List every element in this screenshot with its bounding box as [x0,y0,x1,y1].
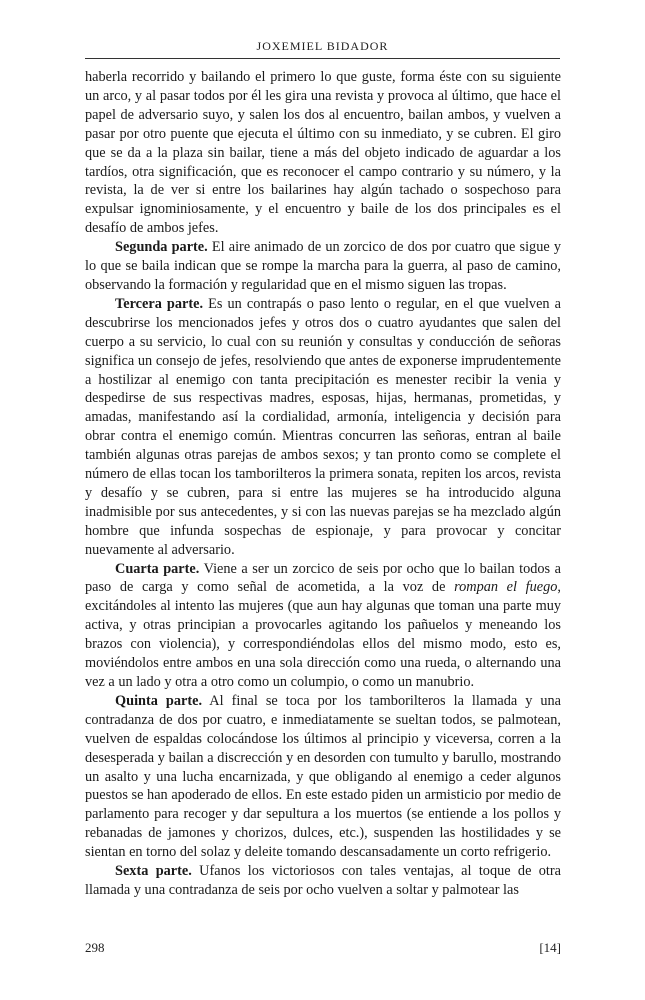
paragraph-6-text: Ufanos los victoriosos con tales ventajas, al toque de otra llamada y una contradanza de seis por ocho vuelven a soltar y palmotear las [85,863,561,898]
paragraph-4-text-before: Viene a ser un zorcico de seis por ocho que lo bailan todos a paso de carga y como señal de acometida, a la voz de [85,560,561,596]
paragraph-segunda-parte [85,238,561,295]
paragraph-4-text-after: , excitándoles al intento las mujeres (que aun hay algunas que toman una parte muy activa, y otras principian a provocarles agitando los pañuelos y meneando los brazos con violencia), y correspondiéndolas ellos del mismo modo, esto es, moviéndolos entre ambos en una sola dirección como una rueda, o alternando una vez a un lado y otra a otro como un columpio, o como un manubrio. [85,579,561,690]
paragraph-4-italic-phrase: rompan el fuego [454,579,558,596]
running-header: JOXEMIEL BIDADOR [256,39,389,53]
paragraph-1-text: haberla recorrido y bailando el primero lo que guste, forma éste con su siguiente un arco, y al pasar todos por él les gira una revista y provoca al último, que hace el papel de adversario suyo, y salen los dos al encuentro, bailan ambos, y vuelven a pasar por otro puente que ejecuta el último con su inmediato, y se cubren. El giro que se da a la plaza sin bailar, tiene a más del objeto indicado de aguardar a los tardíos, otra significación, que es reconocer el campo contrario y su número, y la revista, la de ver si entre los bailarines hay algún tachado o sospechoso para expulsar ignominiosamente, y el encuentro y baile de los dos principales es el desafío de ambos jefes. [85,69,561,237]
header-rule [85,58,560,59]
paragraph-1 [85,68,561,238]
section-heading-quinta: Quinta parte. [115,692,203,709]
paragraph-sexta-parte [85,862,561,900]
section-heading-tercera: Tercera parte. [115,295,204,312]
paragraph-3-text: Es un contrapás o paso lento o regular, en el que vuelven a descubrirse los mencionados jefes y otros dos o cuatro ayudantes que salen del cuerpo a su servicio, lo cual con su reunión y consultas y conducción de señoras significa un consejo de jefes, resolviendo que antes de exponerse imprudentemente a hostilizar al enemigo con tanta precipitación es menester recibir la venia y despedirse de sus respectivas madres, esposas, hijas, hermanas, prometidas, y amadas, manifestando así la cordialidad, armonía, inteligencia y decisión para obrar contra el enemigo común. Mientras concurren las señoras, entran al baile también algunas otras parejas de ambos sexos; y tan pronto como se complete el número de ellas tocan los tamborilteros la primera sonata, repiten los arcos, revista y desafío y se cubren, para si entre las mujeres se ha introducido alguna inadmisible por sus antecedentes, y si con las nuevas parejas se ha mezclado algún hombre que infunda sospechas de espionaje, y para provocar y concitar nuevamente al adversario. [85,295,561,558]
paragraph-quinta-parte [85,692,561,862]
body-text [85,68,561,900]
page-label: [14] [539,940,561,955]
section-heading-sexta: Sexta parte. [115,863,192,880]
page-number: 298 [85,940,105,955]
paragraph-5-text: Al final se toca por los tamborilteros la llamada y una contradanza de dos por cuatro, e inmediatamente se sueltan todos, se palmotean, vuelven de espaldas colocándose los últimos al principio y viceversa, corren a la desesperada y bailan a discrección y en desorden con tumulto y barullo, mostrando un asalto y una lucha encarnizada, y que obligando al enemigo a ceder algunos puestos se han apoderado de ellos. En este estado piden un armisticio por medio de parlamento para recoger y dar sepultura a los muertos (se entiende a los pollos y rebanadas de jamones y chorizos, dulces, etc.), suspenden las hostilidades y se sientan en torno del solaz y deleite tomando descansadamente un corto refrigerio. [85,692,562,861]
paragraph-2-text: El aire animado de un zorcico de dos por cuatro que sigue y lo que se baila indican que se rompe la marcha para la guerra, al paso de camino, observando la formación y regularidad que en el mismo siguen las tropas. [85,239,561,293]
paragraph-cuarta-parte [85,560,561,692]
paragraph-tercera-parte [85,295,561,560]
section-heading-cuarta: Cuarta parte. [115,560,200,577]
section-heading-segunda: Segunda parte. [115,239,208,256]
